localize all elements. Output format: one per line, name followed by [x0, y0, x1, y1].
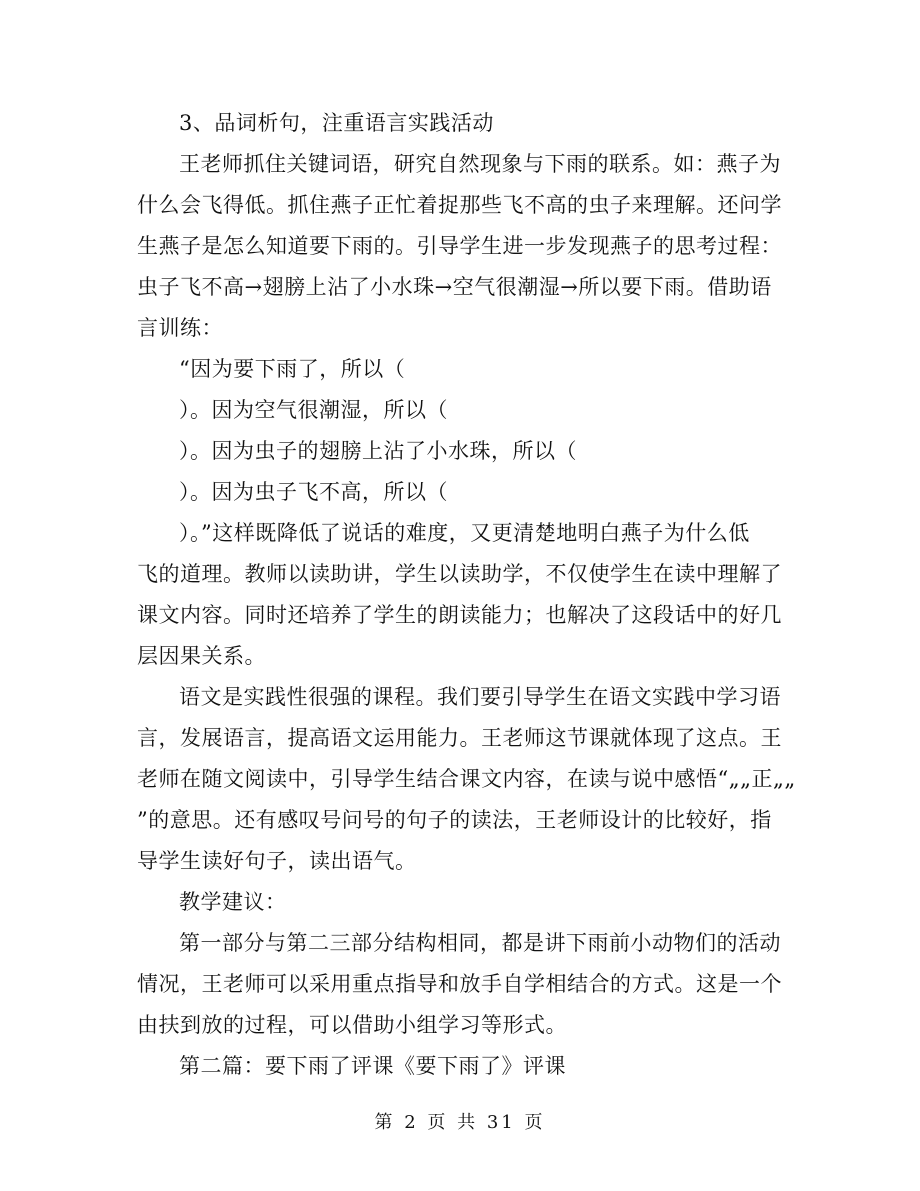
paragraph-line: ）。因为虫子飞不高，所以（: [179, 480, 448, 504]
paragraph-line: ）。因为虫子的翅膀上沾了小水珠，所以（: [179, 439, 577, 463]
paragraph-line: 王老师抓住关键词语，研究自然现象与下雨的联系。如：燕子为: [179, 152, 781, 176]
paragraph-line: 层因果关系。: [137, 644, 266, 668]
paragraph-line: 老师在随文阅读中，引导学生结合课文内容，在读与说中感悟“„„正„„: [137, 767, 796, 791]
paragraph-line: ”的意思。还有感叹号问号的句子的读法，王老师设计的比较好，指: [137, 808, 772, 832]
chapter-heading: 第二篇：要下雨了评课《要下雨了》评课: [179, 1054, 566, 1078]
page-footer: 第 2 页 共 31 页: [374, 1112, 546, 1133]
paragraph-line: 情况，王老师可以采用重点指导和放手自学相结合的方式。这是一个: [137, 972, 782, 996]
paragraph-line: 虫子飞不高→翅膀上沾了小水珠→空气很潮湿→所以要下雨。借助语: [137, 275, 772, 299]
paragraph-line: 导学生读好句子，读出语气。: [137, 849, 417, 873]
paragraph-line: 语文是实践性很强的课程。我们要引导学生在语文实践中学习语: [179, 685, 781, 709]
paragraph-line: ）。因为空气很潮湿，所以（: [179, 398, 448, 422]
paragraph-line: 言，发展语言，提高语文运用能力。王老师这节课就体现了这点。王: [137, 726, 782, 750]
paragraph-line: 课文内容。同时还培养了学生的朗读能力；也解决了这段话中的好几: [137, 603, 782, 627]
paragraph-line: “因为要下雨了，所以（: [179, 357, 406, 381]
section-heading: 3、品词析句，注重语言实践活动: [179, 111, 494, 135]
paragraph-line: 第一部分与第二三部分结构相同，都是讲下雨前小动物们的活动: [179, 931, 781, 955]
paragraph-line: 什么会飞得低。抓住燕子正忙着捉那些飞不高的虫子来理解。还问学: [137, 193, 782, 217]
paragraph-heading: 教学建议：: [179, 890, 287, 914]
paragraph-line: 飞的道理。教师以读助讲，学生以读助学，不仅使学生在读中理解了: [137, 562, 782, 586]
paragraph-line: ）。”这样既降低了说话的难度，又更清楚地明白燕子为什么低: [179, 521, 750, 545]
paragraph-line: 生燕子是怎么知道要下雨的。引导学生进一步发现燕子的思考过程：: [137, 234, 782, 258]
paragraph-line: 言训练：: [137, 316, 223, 340]
paragraph-line: 由扶到放的过程，可以借助小组学习等形式。: [137, 1013, 567, 1037]
